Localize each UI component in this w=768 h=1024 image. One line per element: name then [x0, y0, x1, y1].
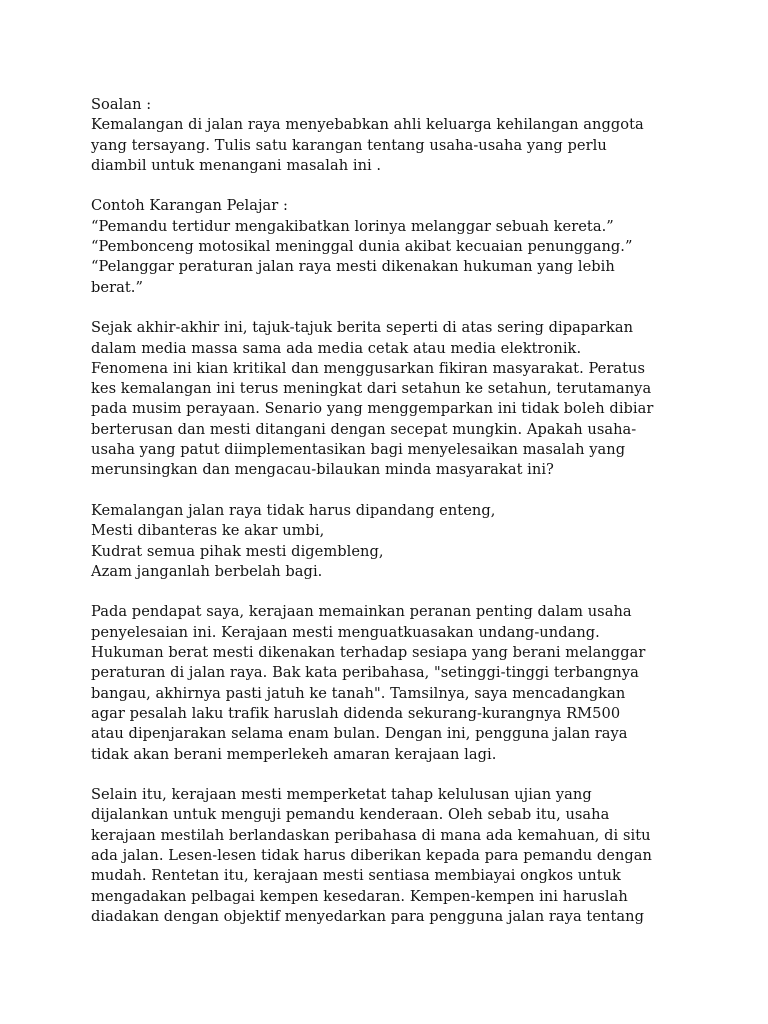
paragraph-line: usaha yang patut diimplementasikan bagi menyelesaikan masalah yang [91, 441, 626, 459]
paragraph-line: diadakan dengan objektif menyedarkan para pengguna jalan raya tentang [91, 907, 644, 925]
paragraph-gap [91, 765, 681, 785]
paragraph-line: Selain itu, kerajaan mesti memperketat tahap kelulusan ujian yang [91, 786, 592, 804]
paragraph-gap [91, 298, 681, 318]
paragraph-line: dalam media massa sama ada media cetak atau media elektronik. [91, 339, 582, 357]
poem-line: Mesti dibanteras ke akar umbi, [91, 522, 325, 540]
question-line: yang tersayang. Tulis satu karangan tentang usaha-usaha yang perlu [91, 136, 607, 154]
paragraph-line: merunsingkan dan mengacau-bilaukan minda masyarakat ini? [91, 461, 554, 479]
paragraph-line: berterusan dan mesti ditangani dengan secepat mungkin. Apakah usaha- [91, 420, 637, 438]
body-paragraph-2 [91, 785, 681, 927]
paragraph-line: kes kemalangan ini terus meningkat dari setahun ke setahun, terutamanya [91, 380, 652, 398]
paragraph-line: agar pesalah laku trafik haruslah didenda sekurang-kurangnya RM500 [91, 704, 621, 722]
quote-line: berat.” [91, 278, 143, 296]
paragraph-line: bangau, akhirnya pasti jatuh ke tanah". Tamsilnya, saya mencadangkan [91, 684, 626, 702]
paragraph-line: tidak akan berani memperlekeh amaran kerajaan lagi. [91, 745, 497, 763]
paragraph-gap [91, 582, 681, 602]
document-page [91, 95, 681, 927]
quote-line: “Pemandu tertidur mengakibatkan lorinya melanggar sebuah kereta.” [91, 217, 614, 235]
question-line: diambil untuk menangani masalah ini . [91, 156, 382, 174]
paragraph-line: Pada pendapat saya, kerajaan memainkan peranan penting dalam usaha [91, 603, 632, 621]
paragraph-line: mengadakan pelbagai kempen kesedaran. Kempen-kempen ini haruslah [91, 887, 628, 905]
paragraph-line: penyelesaian ini. Kerajaan mesti menguatkuasakan undang-undang. [91, 623, 600, 641]
question-label: Soalan : [91, 96, 152, 113]
sample-label: Contoh Karangan Pelajar : [91, 197, 288, 215]
poem-line: Kemalangan jalan raya tidak harus dipandang enteng, [91, 501, 496, 519]
paragraph-line: dijalankan untuk menguji pemandu kenderaan. Oleh sebab itu, usaha [91, 806, 610, 824]
quote-line: “Pembonceng motosikal meninggal dunia akibat kecuaian penunggang.” [91, 238, 633, 256]
question-line: Kemalangan di jalan raya menyebabkan ahli keluarga kehilangan anggota [91, 116, 644, 134]
paragraph-line: kerajaan mestilah berlandaskan peribahasa di mana ada kemahuan, di situ [91, 826, 651, 844]
body-paragraph-1 [91, 602, 681, 764]
paragraph-line: atau dipenjarakan selama enam bulan. Dengan ini, pengguna jalan raya [91, 725, 628, 743]
paragraph-line: Hukuman berat mesti dikenakan terhadap sesiapa yang berani melanggar [91, 644, 646, 662]
introduction-paragraph [91, 318, 681, 480]
sample-section [91, 196, 681, 297]
paragraph-line: mudah. Rentetan itu, kerajaan mesti sentiasa membiayai ongkos untuk [91, 867, 621, 885]
paragraph-gap [91, 176, 681, 196]
quote-line: “Pelanggar peraturan jalan raya mesti dikenakan hukuman yang lebih [91, 258, 615, 276]
paragraph-line: ada jalan. Lesen-lesen tidak harus diberikan kepada para pemandu dengan [91, 846, 653, 864]
poem-line: Azam janganlah berbelah bagi. [91, 562, 323, 580]
paragraph-line: Fenomena ini kian kritikal dan menggusarkan fikiran masyarakat. Peratus [91, 359, 646, 377]
paragraph-line: peraturan di jalan raya. Bak kata peribahasa, "setinggi-tinggi terbangnya [91, 664, 639, 682]
poem-line: Kudrat semua pihak mesti digembleng, [91, 542, 384, 560]
paragraph-line: pada musim perayaan. Senario yang menggemparkan ini tidak boleh dibiar [91, 400, 654, 418]
paragraph-line: Sejak akhir-akhir ini, tajuk-tajuk berita seperti di atas sering dipaparkan [91, 319, 634, 337]
poem-stanza [91, 501, 681, 582]
paragraph-gap [91, 481, 681, 501]
question-section [91, 95, 681, 176]
